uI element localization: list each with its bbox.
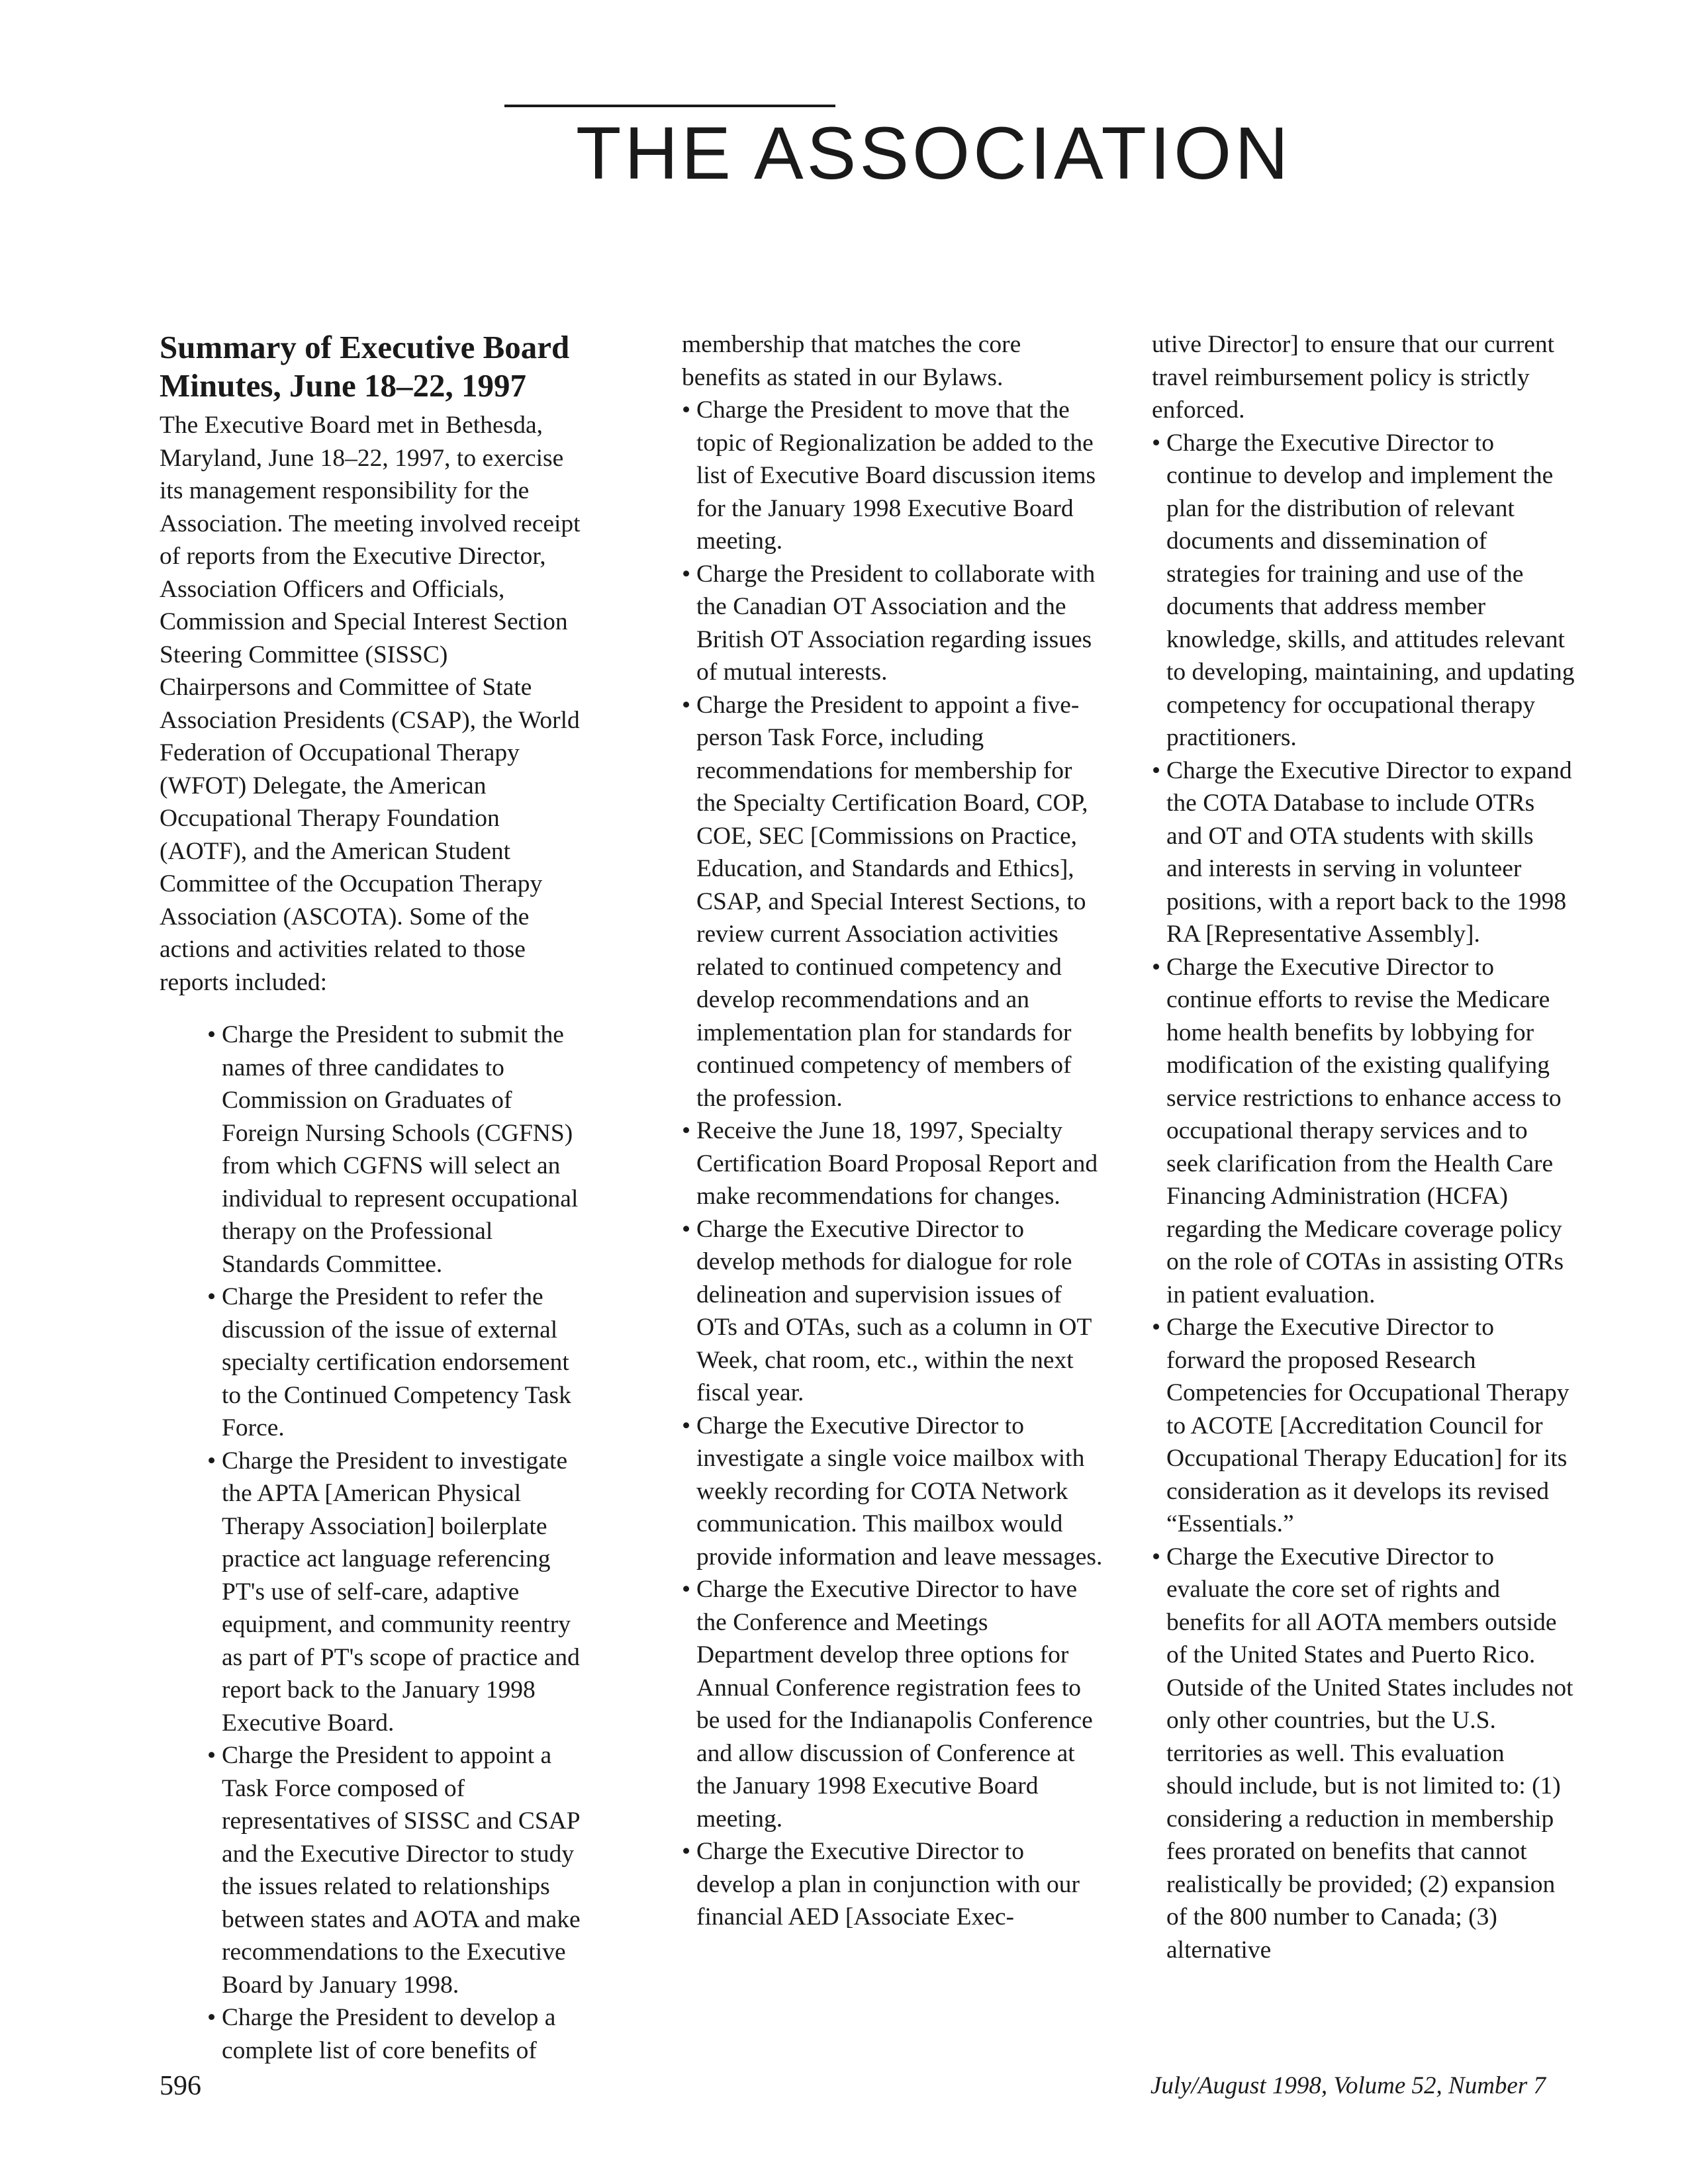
list-item: • Charge the President to collaborate with the Canadian OT Association and the British OT Association regarding issues of mutual interests. [682,558,1105,689]
section-title: THE ASSOCIATION [576,112,1292,195]
list-item: • Charge the President to appoint a five-person Task Force, including recommendations for membership for the Specialty Certification Board, COP, COE, SEC [Commissions on Practice, Education, and Standards and Ethics], CSAP, and Special Interest Sections, to review current Association activities related to continued competency and develop recommendations and an implementation plan for standards for continued competency of members of the profession. [682,689,1105,1115]
column-3-bullet-list [1152,427,1575,1967]
column-1-bullet-list [160,1019,583,2067]
column-3 [1152,328,1575,1966]
list-item: • Charge the Executive Director to continue efforts to revise the Medicare home health benefits by lobbying for modification of the existing qualifying service restrictions to enhance access to occupational therapy services and to seek clarification from the Health Care Financing Administration (HCFA) regarding the Medicare coverage policy on the role of COTAs in assisting OTRs in patient evaluation. [1152,951,1575,1312]
column-1 [160,328,583,2067]
continued-text: membership that matches the core benefits as stated in our Bylaws. [682,331,1021,391]
continued-text: utive Director] to ensure that our current travel reimbursement policy is strictly enforced. [1152,331,1555,424]
list-item: • Charge the President to refer the discussion of the issue of external specialty certification endorsement to the Continued Competency Task Force. [207,1281,583,1445]
list-item: • Charge the President to investigate the APTA [American Physical Therapy Association] boilerplate practice act language referencing PT's use of self-care, adaptive equipment, and community reentry as part of PT's scope of practice and report back to the January 1998 Executive Board. [207,1445,583,1740]
list-item: • Charge the Executive Director to have the Conference and Meetings Department develop three options for Annual Conference registration fees to be used for the Indianapolis Conference and allow discussion of Conference at the January 1998 Executive Board meeting. [682,1573,1105,1835]
list-item: • Charge the President to appoint a Task Force composed of representatives of SISSC and CSAP and the Executive Director to study the issues related to relationships between states and AOTA and make recommendations to the Executive Board by January 1998. [207,1739,583,2001]
list-item: • Charge the Executive Director to investigate a single voice mailbox with weekly recording for COTA Network communication. This mailbox would provide information and leave messages. [682,1410,1105,1574]
issue-info: July/August 1998, Volume 52, Number 7 [1150,2072,1546,2099]
column-2-bullet-list [682,394,1105,1934]
list-item: • Charge the Executive Director to continue to develop and implement the plan for the distribution of relevant documents and dissemination of strategies for training and use of the documents that address member knowledge, skills, and attitudes relevant to developing, maintaining, and updating competency for occupational therapy practitioners. [1152,427,1575,754]
list-item: • Charge the Executive Director to expand the COTA Database to include OTRs and OT and OTA students with skills and interests in serving in volunteer positions, with a report back to the 1998 RA [Representative Assembly]. [1152,754,1575,951]
article-heading: Summary of Executive Board Minutes, June 18–22, 1997 [160,329,570,404]
column-2 [682,328,1105,1934]
list-item: • Charge the Executive Director to forward the proposed Research Competencies for Occupational Therapy to ACOTE [Accreditation Council for Occupational Therapy Education] for its consideration as it develops its revised “Essentials.” [1152,1311,1575,1541]
list-item: • Charge the Executive Director to develop a plan in conjunction with our financial AED [Associate Exec- [682,1835,1105,1934]
header-rule [504,105,835,107]
list-item: • Receive the June 18, 1997, Specialty Certification Board Proposal Report and make recommendations for changes. [682,1115,1105,1213]
article-intro: The Executive Board met in Bethesda, Maryland, June 18–22, 1997, to exercise its management responsibility for the Association. The meeting involved receipt of reports from the Executive Director, Association Officers and Officials, Commission and Special Interest Section Steering Committee (SISSC) Chairpersons and Committee of State Association Presidents (CSAP), the World Federation of Occupational Therapy (WFOT) Delegate, the American Occupational Therapy Foundation (AOTF), and the American Student Committee of the Occupation Therapy Association (ASCOTA). Some of the actions and activities related to those reports included: [160,412,581,996]
list-item: • Charge the President to submit the names of three candidates to Commission on Graduates of Foreign Nursing Schools (CGFNS) from which CGFNS will select an individual to represent occupational therapy on the Professional Standards Committee. [207,1019,583,1281]
list-item: • Charge the Executive Director to develop methods for dialogue for role delineation and supervision issues of OTs and OTAs, such as a column in OT Week, chat room, etc., within the next fiscal year. [682,1213,1105,1410]
page-number: 596 [160,2071,201,2101]
list-item: • Charge the Executive Director to evaluate the core set of rights and benefits for all AOTA members outside of the United States and Puerto Rico. Outside of the United States includes not only other countries, but the U.S. territories as well. This evaluation should include, but is not limited to: (1) considering a reduction in membership fees prorated on benefits that cannot realistically be provided; (2) expansion of the 800 number to Canada; (3) alternative [1152,1541,1575,1967]
list-item: • Charge the President to move that the topic of Regionalization be added to the list of Executive Board discussion items for the January 1998 Executive Board meeting. [682,394,1105,558]
list-item: • Charge the President to develop a complete list of core benefits of [207,2001,583,2067]
